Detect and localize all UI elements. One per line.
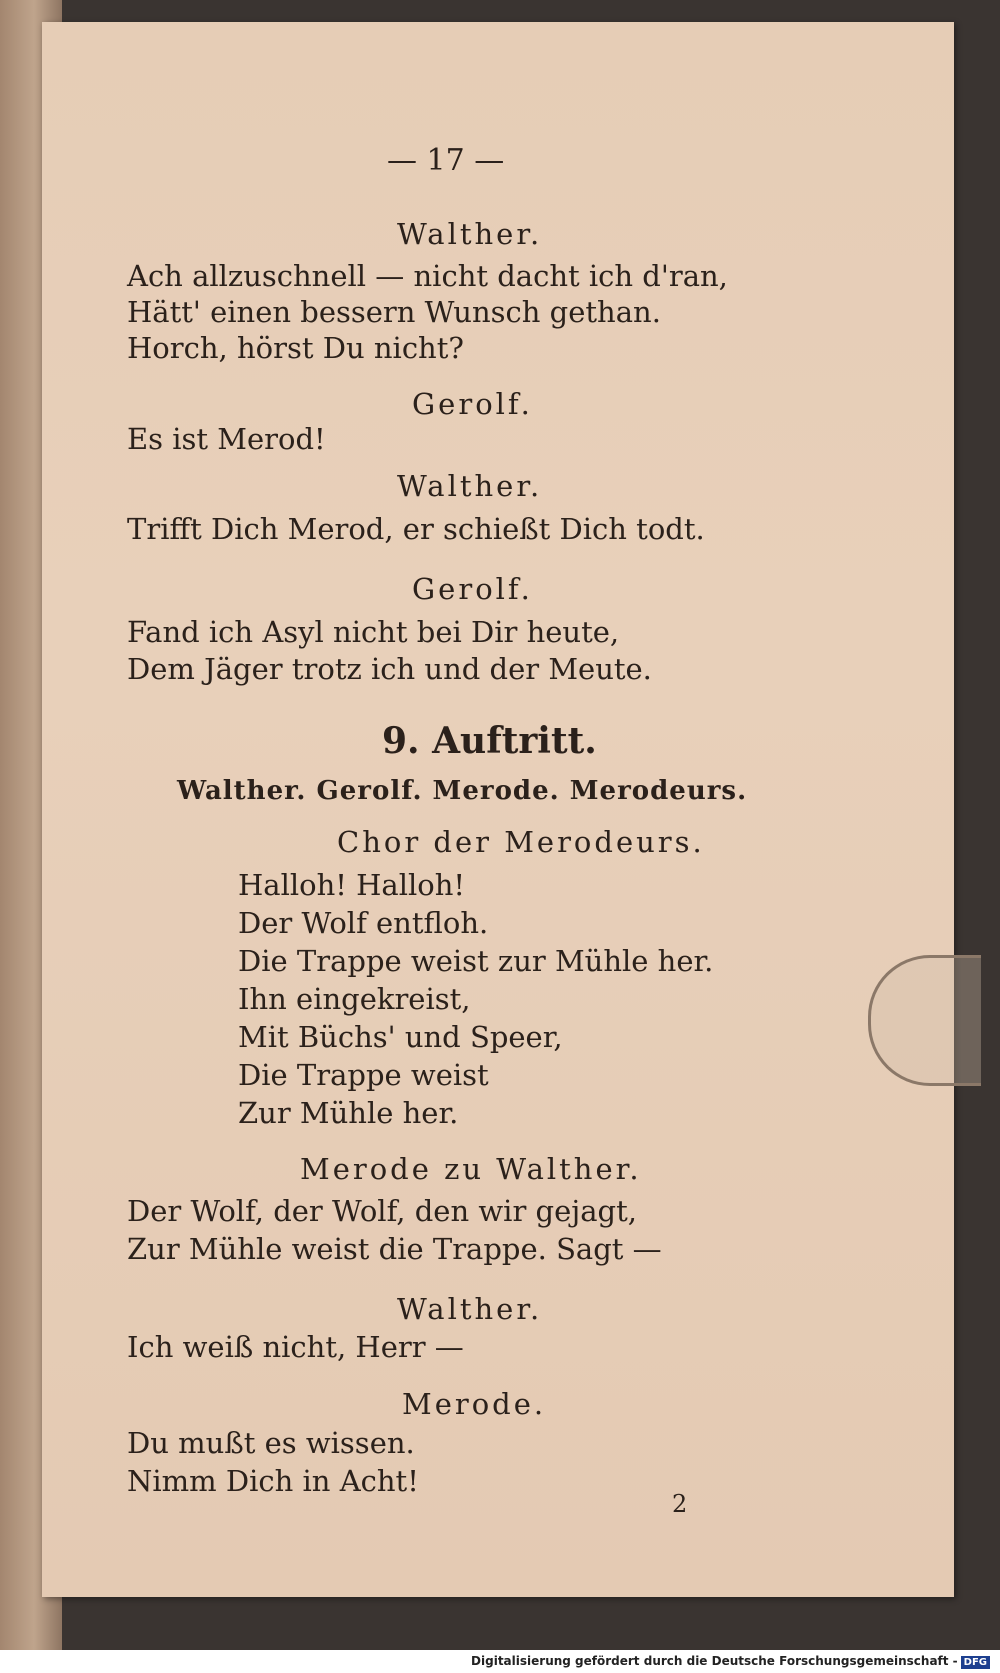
speaker-name: Gerolf. [412, 572, 533, 606]
cast-list: Walther. Gerolf. Merode. Merodeurs. [177, 776, 748, 806]
speaker-name: Chor der Merodeurs. [337, 825, 705, 859]
page-number-header: — 17 — [387, 143, 505, 178]
verse-line: Ich weiß nicht, Herr — [127, 1330, 464, 1364]
verse-line: Die Trappe weist [238, 1058, 489, 1092]
footer-text: Digitalisierung gefördert durch die Deutsche Forschungsgemeinschaft - [471, 1654, 958, 1668]
verse-line: Dem Jäger trotz ich und der Meute. [127, 652, 652, 686]
verse-line: Zur Mühle weist die Trappe. Sagt — [127, 1232, 662, 1266]
scene-heading: 9. Auftritt. [382, 720, 597, 762]
verse-line: Nimm Dich in Acht! [127, 1464, 419, 1498]
verse-line: Du mußt es wissen. [127, 1426, 415, 1460]
verse-line: Der Wolf, der Wolf, den wir gejagt, [127, 1194, 637, 1228]
speaker-name: Merode. [402, 1387, 547, 1421]
speaker-name: Gerolf. [412, 387, 533, 421]
verse-line: Mit Büchs' und Speer, [238, 1020, 563, 1054]
verse-line: Horch, hörst Du nicht? [127, 331, 464, 365]
signature-mark: 2 [672, 1490, 688, 1518]
speaker-name: Walther. [397, 1292, 543, 1326]
dfg-logo-icon: DFG [961, 1656, 990, 1669]
book-page [42, 22, 954, 1597]
verse-line: Hätt' einen bessern Wunsch gethan. [127, 295, 661, 329]
verse-line: Es ist Merod! [127, 422, 326, 456]
speaker-name: Walther. [397, 469, 543, 503]
verse-line: Ihn eingekreist, [238, 982, 471, 1016]
verse-line: Die Trappe weist zur Mühle her. [238, 944, 714, 978]
verse-line: Trifft Dich Merod, er schießt Dich todt. [127, 512, 705, 546]
verse-line: Ach allzuschnell — nicht dacht ich d'ran, [127, 259, 728, 293]
verse-line: Halloh! Halloh! [238, 868, 466, 902]
speaker-name: Walther. [397, 217, 543, 251]
verse-line: Der Wolf entfloh. [238, 906, 489, 940]
footer-credit [471, 1654, 990, 1669]
paper-clip [868, 955, 981, 1086]
speaker-name: Merode zu Walther. [300, 1152, 642, 1186]
verse-line: Zur Mühle her. [238, 1096, 459, 1130]
verse-line: Fand ich Asyl nicht bei Dir heute, [127, 615, 620, 649]
